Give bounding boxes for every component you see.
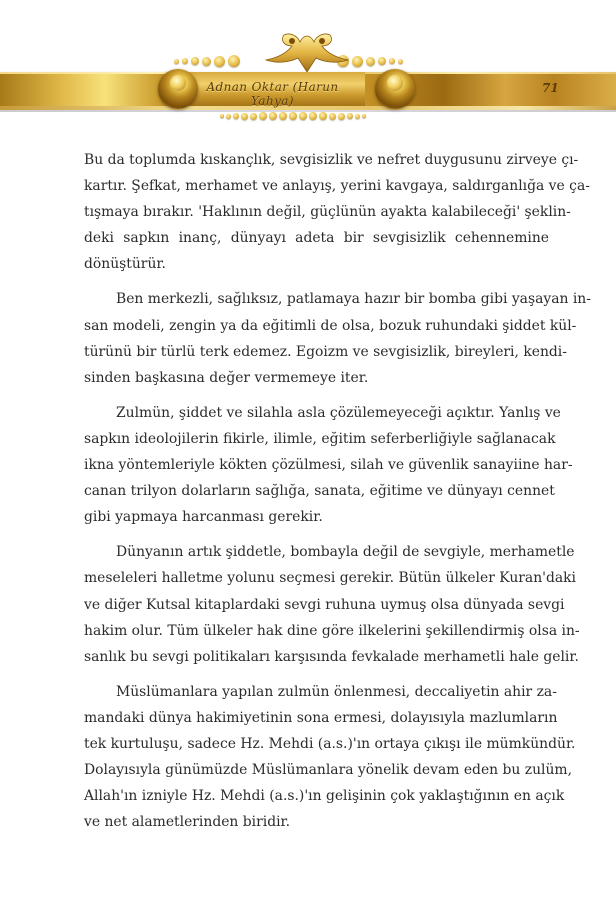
text-line: Müslümanlara yapılan zulmün önlenmesi, deccaliyetin ahir za-: [116, 683, 557, 700]
text-line: sapkın ideolojilerin fikirle, ilimle, eğitim seferberliğiyle sağlanacak: [84, 430, 556, 447]
text-line: Allah'ın izniyle Hz. Mehdi (a.s.)'ın gelişinin çok yaklaştığının en açık: [84, 788, 565, 805]
text-line: hakim olur. Tüm ülkeler hak dine göre ilkelerini şekillendirmiş olsa in-: [84, 622, 580, 639]
page-number: 71: [542, 81, 559, 95]
page-header-banner: [0, 0, 616, 140]
paragraph-2: [84, 286, 591, 390]
text-line: san modeli, zengin ya da eğitimli de olsa, bozuk ruhundaki şiddet kül-: [84, 317, 577, 334]
text-line: ve diğer Kutsal kitaplardaki sevgi ruhuna uymuş olsa dünyada sevgi: [84, 596, 565, 613]
text-line: Bu da toplumda kıskançlık, sevgisizlik ve nefret duygusunu zirveye çı-: [84, 152, 579, 168]
text-line: ikna yöntemleriyle kökten çözülmesi, silah ve güvenlik sanayiine har-: [84, 457, 573, 474]
text-line: gibi yapmaya harcanması gerekir.: [84, 509, 323, 526]
ornament-dots-bottom: [220, 112, 366, 120]
text-line: Ben merkezli, sağlıksız, patlamaya hazır bir bomba gibi yaşayan in-: [116, 291, 591, 308]
text-line: canan trilyon dolarların sağlığa, sanata, eğitime ve dünyayı cennet: [84, 483, 555, 500]
text-line: kartır. Şefkat, merhamet ve anlayış, yerini kavgaya, saldırganlığa ve ça-: [84, 178, 590, 195]
text-line: tışmaya bırakır. 'Haklının değil, güçlünün ayakta kalabileceği' şeklin-: [84, 204, 571, 221]
gold-crest-ornament-icon: [262, 32, 352, 76]
text-line: mandaki dünya hakimiyetinin sona ermesi, dolayısıyla mazlumların: [84, 709, 558, 726]
text-line: deki sapkın inanç, dünyayı adeta bir sevgisizlik cehennemine: [84, 230, 549, 247]
text-line: Dolayısıyla günümüzde Müslümanlara yönelik devam eden bu zulüm,: [84, 762, 573, 779]
paragraph-4: [84, 539, 580, 669]
paragraph-3: [84, 400, 573, 530]
ornament-knob-right-icon: [375, 69, 415, 109]
text-line: sinden başkasına değer vermemeye iter.: [84, 369, 369, 386]
text-line: dönüştürür.: [84, 256, 166, 273]
text-line: türünü bir türlü terk edemez. Egoizm ve sevgisizlik, bireyleri, kendi-: [84, 343, 567, 360]
text-line: sanlık bu sevgi politikaları karşısında fevkalade merhametli hale gelir.: [84, 648, 579, 665]
paragraph-1: [84, 147, 590, 277]
text-line: tek kurtuluşu, sadece Hz. Mehdi (a.s.)'ın ortaya çıkışı ile mümkündür.: [84, 735, 576, 752]
paragraph-5: [84, 679, 576, 836]
ornament-dots-left: [174, 55, 240, 67]
text-line: ve net alametlerinden biridir.: [84, 814, 291, 831]
header-author-name: Adnan Oktar (Harun Yahya): [206, 80, 339, 108]
text-line: Dünyanın artık şiddetle, bombayla değil de sevgiyle, merhametle: [116, 544, 575, 561]
text-line: Zulmün, şiddet ve silahla asla çözülemeyeceği açıktır. Yanlış ve: [116, 404, 561, 421]
page-body-text: [84, 147, 591, 844]
text-line: meseleleri halletme yolunu seçmesi gerekir. Bütün ülkeler Kuran'daki: [84, 570, 577, 587]
